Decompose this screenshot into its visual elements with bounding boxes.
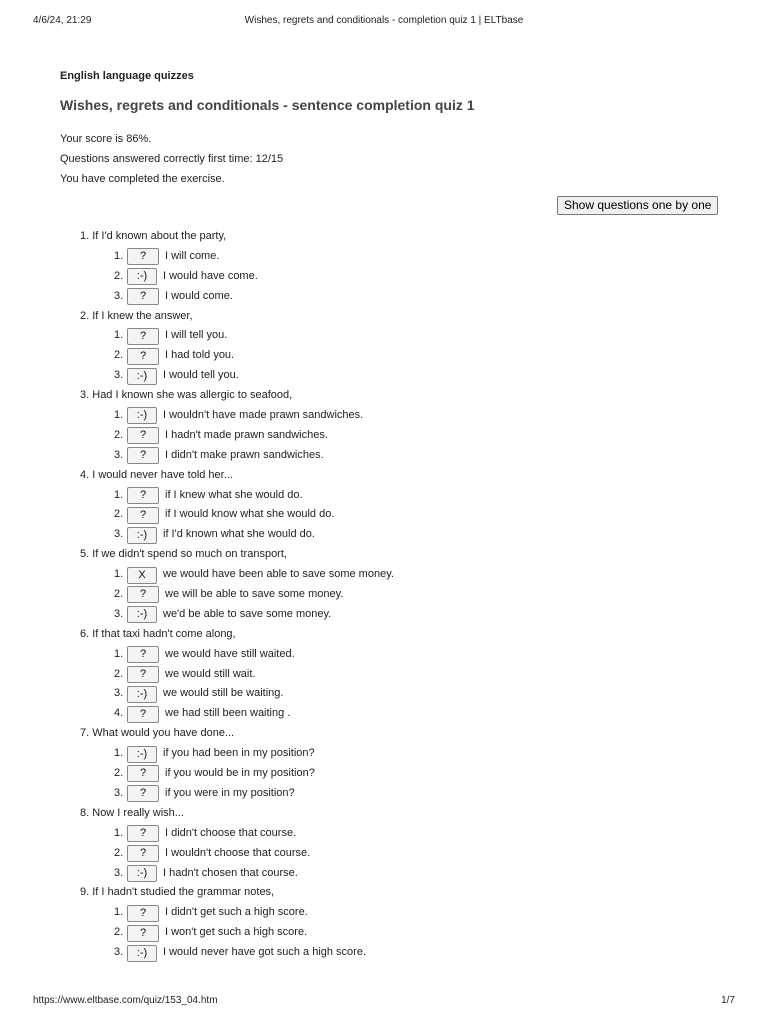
print-page-number: 1/7 bbox=[721, 995, 735, 1006]
option-text: we had still been waiting . bbox=[165, 707, 291, 720]
question-number: 2. bbox=[80, 309, 90, 322]
option-number: 3. bbox=[114, 369, 124, 382]
answer-option bbox=[80, 665, 740, 685]
question-number: 5. bbox=[80, 548, 90, 561]
option-number: 1. bbox=[114, 329, 124, 342]
option-text: if you would be in my position? bbox=[165, 767, 315, 780]
answer-button[interactable]: :-) bbox=[127, 945, 157, 962]
print-page-title: Wishes, regrets and conditionals - completion quiz 1 | ELTbase bbox=[244, 15, 524, 26]
score-text: Your score is 86%. bbox=[60, 133, 152, 145]
answer-option bbox=[80, 565, 740, 585]
answer-option bbox=[80, 326, 740, 346]
question-text: Now I really wish... bbox=[92, 806, 184, 819]
answer-option bbox=[80, 764, 740, 784]
answer-button[interactable]: X bbox=[127, 567, 157, 584]
option-number: 3. bbox=[114, 448, 124, 461]
option-number: 2. bbox=[114, 846, 124, 859]
question-number: 3. bbox=[80, 389, 90, 402]
answer-button[interactable]: ? bbox=[127, 825, 159, 842]
option-text: I would tell you. bbox=[163, 369, 239, 382]
option-number: 3. bbox=[114, 866, 124, 879]
question-text: If I hadn't studied the grammar notes, bbox=[92, 886, 275, 899]
question-text: If I knew the answer, bbox=[92, 309, 193, 322]
option-text: I had told you. bbox=[165, 349, 235, 362]
option-number: 2. bbox=[114, 508, 124, 521]
option-text: if you were in my position? bbox=[165, 786, 295, 799]
answer-button[interactable]: ? bbox=[127, 487, 159, 504]
answer-button[interactable]: :-) bbox=[127, 268, 157, 285]
answer-button[interactable]: ? bbox=[127, 666, 159, 683]
option-text: I didn't get such a high score. bbox=[165, 906, 308, 919]
answer-button[interactable]: :-) bbox=[127, 686, 157, 703]
option-text: I will tell you. bbox=[165, 329, 228, 342]
print-url: https://www.eltbase.com/quiz/153_04.htm bbox=[33, 995, 218, 1006]
option-number: 1. bbox=[114, 647, 124, 660]
answer-option bbox=[80, 903, 740, 923]
answer-option bbox=[80, 366, 740, 386]
answer-button[interactable]: ? bbox=[127, 248, 159, 265]
option-number: 2. bbox=[114, 428, 124, 441]
answer-option bbox=[80, 864, 740, 884]
answer-button[interactable]: ? bbox=[127, 765, 159, 782]
option-text: we would have still waited. bbox=[165, 647, 295, 660]
answer-option bbox=[80, 585, 740, 605]
question bbox=[80, 227, 740, 247]
option-number: 1. bbox=[114, 826, 124, 839]
option-number: 1. bbox=[114, 249, 124, 262]
option-number: 2. bbox=[114, 349, 124, 362]
answer-option bbox=[80, 287, 740, 307]
answer-option bbox=[80, 406, 740, 426]
option-number: 2. bbox=[114, 926, 124, 939]
option-number: 1. bbox=[114, 568, 124, 581]
option-number: 2. bbox=[114, 667, 124, 680]
answer-button[interactable]: ? bbox=[127, 288, 159, 305]
option-text: we would have been able to save some money. bbox=[163, 568, 394, 581]
question-number: 7. bbox=[80, 727, 90, 740]
answer-option bbox=[80, 267, 740, 287]
option-number: 3. bbox=[114, 289, 124, 302]
answer-option bbox=[80, 247, 740, 267]
answer-button[interactable]: ? bbox=[127, 348, 159, 365]
answer-option bbox=[80, 784, 740, 804]
answer-button[interactable]: ? bbox=[127, 845, 159, 862]
answer-option bbox=[80, 744, 740, 764]
question bbox=[80, 307, 740, 327]
option-text: we would still be waiting. bbox=[163, 687, 284, 700]
question-text: Had I known she was allergic to seafood, bbox=[92, 389, 293, 402]
answer-option bbox=[80, 824, 740, 844]
site-name: English language quizzes bbox=[60, 70, 194, 82]
answer-option bbox=[80, 446, 740, 466]
answer-button[interactable]: ? bbox=[127, 586, 159, 603]
option-text: I hadn't made prawn sandwiches. bbox=[165, 428, 328, 441]
question-text: If we didn't spend so much on transport, bbox=[92, 548, 287, 561]
option-text: if I'd known what she would do. bbox=[163, 528, 315, 541]
option-text: I hadn't chosen that course. bbox=[163, 866, 298, 879]
option-number: 1. bbox=[114, 409, 124, 422]
answer-option bbox=[80, 684, 740, 704]
answer-button[interactable]: :-) bbox=[127, 407, 157, 424]
option-text: we'd be able to save some money. bbox=[163, 607, 332, 620]
question-number: 8. bbox=[80, 806, 90, 819]
question-list bbox=[80, 227, 740, 963]
answer-button[interactable]: ? bbox=[127, 905, 159, 922]
answer-option bbox=[80, 943, 740, 963]
answer-button[interactable]: ? bbox=[127, 706, 159, 723]
completed-text: You have completed the exercise. bbox=[60, 173, 225, 185]
first-time-score-text: Questions answered correctly first time: 12/15 bbox=[60, 153, 284, 165]
option-number: 3. bbox=[114, 607, 124, 620]
question bbox=[80, 625, 740, 645]
option-number: 3. bbox=[114, 946, 124, 959]
answer-option bbox=[80, 923, 740, 943]
print-datetime: 4/6/24, 21:29 bbox=[33, 15, 92, 26]
option-text: I would have come. bbox=[163, 269, 258, 282]
question-number: 9. bbox=[80, 886, 90, 899]
question-text: What would you have done... bbox=[92, 727, 235, 740]
question-number: 1. bbox=[80, 230, 90, 242]
option-text: I didn't choose that course. bbox=[165, 826, 297, 839]
option-number: 3. bbox=[114, 528, 124, 541]
option-text: if I would know what she would do. bbox=[165, 508, 335, 521]
answer-option bbox=[80, 605, 740, 625]
answer-button[interactable]: ? bbox=[127, 785, 159, 802]
answer-option bbox=[80, 505, 740, 525]
option-number: 3. bbox=[114, 786, 124, 799]
option-text: if you had been in my position? bbox=[163, 747, 315, 760]
answer-button[interactable]: :-) bbox=[127, 368, 157, 385]
score-status bbox=[60, 129, 283, 189]
option-number: 1. bbox=[114, 906, 124, 919]
question bbox=[80, 724, 740, 744]
answer-option bbox=[80, 426, 740, 446]
answer-button[interactable]: :-) bbox=[127, 527, 157, 544]
answer-option bbox=[80, 486, 740, 506]
option-number: 1. bbox=[114, 488, 124, 501]
option-text: I wouldn't have made prawn sandwiches. bbox=[163, 409, 364, 422]
option-number: 2. bbox=[114, 269, 124, 282]
question-text: I would never have told her... bbox=[92, 468, 233, 481]
option-text: I didn't make prawn sandwiches. bbox=[165, 448, 324, 461]
option-number: 2. bbox=[114, 767, 124, 780]
print-header bbox=[0, 15, 768, 29]
answer-button[interactable]: ? bbox=[127, 427, 159, 444]
answer-option bbox=[80, 645, 740, 665]
answer-button[interactable]: ? bbox=[127, 646, 159, 663]
answer-button[interactable]: :-) bbox=[127, 746, 157, 763]
option-text: I will come. bbox=[165, 249, 220, 262]
question-text: If I'd known about the party, bbox=[92, 230, 227, 242]
option-text: I won't get such a high score. bbox=[165, 926, 308, 939]
answer-button[interactable]: ? bbox=[127, 925, 159, 942]
print-footer bbox=[0, 995, 768, 1009]
answer-button[interactable]: ? bbox=[127, 447, 159, 464]
option-number: 2. bbox=[114, 588, 124, 601]
option-text: I would never have got such a high score. bbox=[163, 946, 367, 959]
option-text: I wouldn't choose that course. bbox=[165, 846, 311, 859]
option-text: if I knew what she would do. bbox=[165, 488, 303, 501]
question bbox=[80, 386, 740, 406]
option-number: 3. bbox=[114, 687, 124, 700]
answer-button[interactable]: :-) bbox=[127, 606, 157, 623]
question bbox=[80, 466, 740, 486]
question bbox=[80, 545, 740, 565]
question-text: If that taxi hadn't come along, bbox=[92, 627, 236, 640]
question-number: 4. bbox=[80, 468, 90, 481]
answer-button[interactable]: ? bbox=[127, 507, 159, 524]
option-number: 4. bbox=[114, 707, 124, 720]
answer-option bbox=[80, 844, 740, 864]
page-title: Wishes, regrets and conditionals - sentence completion quiz 1 bbox=[60, 97, 475, 113]
answer-button[interactable]: ? bbox=[127, 328, 159, 345]
option-text: I would come. bbox=[165, 289, 233, 302]
question bbox=[80, 804, 740, 824]
option-text: we will be able to save some money. bbox=[165, 588, 344, 601]
question bbox=[80, 883, 740, 903]
answer-option bbox=[80, 346, 740, 366]
question-number: 6. bbox=[80, 627, 90, 640]
answer-button[interactable]: :-) bbox=[127, 865, 157, 882]
answer-option bbox=[80, 704, 740, 724]
option-number: 1. bbox=[114, 747, 124, 760]
answer-option bbox=[80, 525, 740, 545]
option-text: we would still wait. bbox=[165, 667, 256, 680]
show-one-by-one-button[interactable]: Show questions one by one bbox=[557, 196, 718, 215]
